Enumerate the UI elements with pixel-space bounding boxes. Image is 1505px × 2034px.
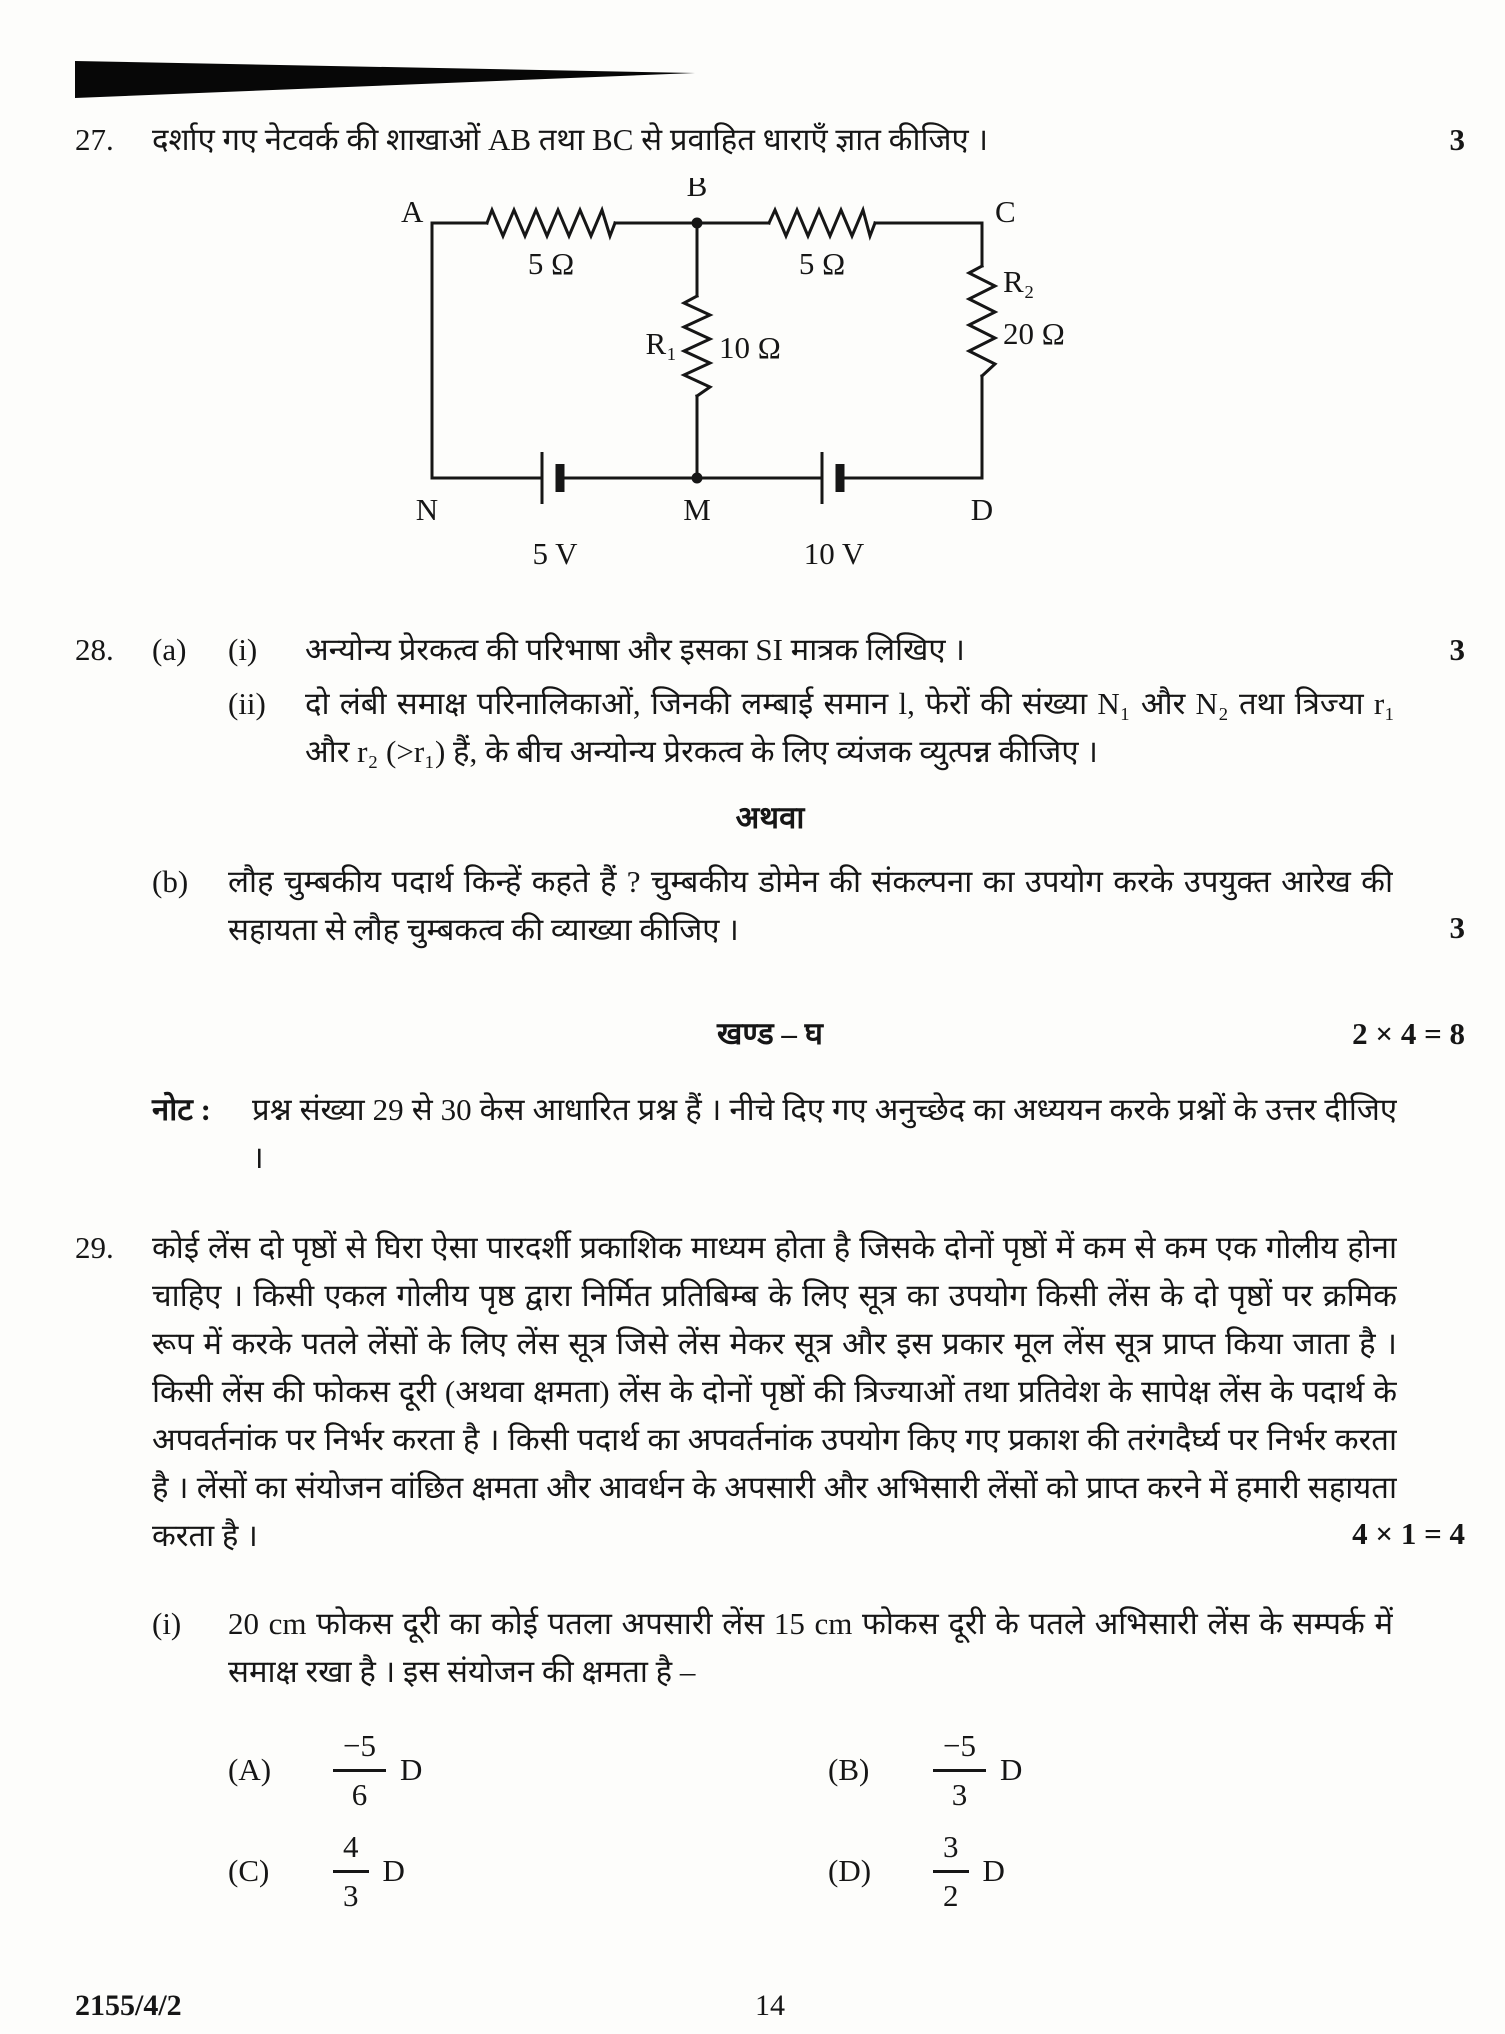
option-b-unit: D [999, 1751, 1023, 1787]
circuit-wires [432, 210, 995, 478]
resistor-r2 [969, 266, 995, 376]
sub-i-label: (i) [152, 1606, 182, 1641]
question-28a-ii [75, 680, 1465, 776]
resistor-ab-value: 5 Ω [527, 246, 575, 281]
question-28b-text: लौह चुम्बकीय पदार्थ किन्हें कहते हैं ? चुम्बकीय डोमेन की संकल्पना का उपयोग करके उपयुक्त आरेख की सहायता से लौह चुम्बकत्व की व्याख्या कीजिए । [228, 864, 1393, 947]
fraction-denominator: 6 [351, 1777, 368, 1812]
question-28b-marks: 3 [1449, 910, 1465, 945]
options-row-1 [75, 1724, 1465, 1815]
fraction-numerator: 4 [333, 1825, 369, 1873]
question-29-i-text: 20 cm फोकस दूरी का कोई पतला अपसारी लेंस 15 cm फोकस दूरी के पतले अभिसारी लेंस के सम्पर्क में समाक्ष रखा है । इस संयोजन की क्षमता है – [228, 1606, 1393, 1689]
section-title: खण्ड – घ [717, 1016, 823, 1051]
question-29-marks: 4 × 1 = 4 [1352, 1516, 1465, 1551]
note-block [75, 1086, 1465, 1182]
question-28a-ii-text: दो लंबी समाक्ष परिनालिकाओं, जिनकी लम्बाई समान l, फेरों की संख्या N₁ और N₂ तथा त्रिज्या r₁ और r₂ (>r₁) हैं, के बीच अन्योन्य प्रेरकत्व के लिए व्यंजक व्युत्पन्न कीजिए । [305, 686, 1395, 769]
page-number: 14 [755, 1989, 785, 2022]
fraction-numerator: −5 [933, 1724, 986, 1772]
option-a [228, 1724, 828, 1815]
question-28a-i [75, 626, 1465, 674]
junction-m-dot [692, 473, 703, 484]
or-separator [75, 794, 1465, 842]
option-d-label: (D) [828, 1852, 872, 1888]
fraction-denominator: 3 [951, 1777, 968, 1812]
option-a-label: (A) [228, 1751, 272, 1787]
note-label: नोट : [152, 1092, 211, 1127]
node-label-n: N [415, 492, 439, 527]
option-c-fraction [333, 1825, 369, 1916]
section-heading [75, 1010, 1465, 1058]
note-text: प्रश्न संख्या 29 से 30 केस आधारित प्रश्न हैं । नीचे दिए गए अनुच्छेद का अध्ययन करके प्रश्नों के उत्तर दीजिए । [252, 1092, 1397, 1175]
question-27 [75, 116, 1465, 164]
option-c-label: (C) [228, 1852, 270, 1888]
option-b [828, 1724, 1428, 1815]
option-a-fraction [333, 1724, 386, 1815]
option-d [828, 1825, 1428, 1916]
section-marks: 2 × 4 = 8 [1352, 1016, 1465, 1051]
option-a-unit: D [399, 1751, 423, 1787]
options-row-2 [75, 1825, 1465, 1916]
page-content [75, 116, 1465, 1916]
node-label-b: B [686, 178, 708, 203]
node-label-d: D [970, 492, 994, 527]
resistor-r1-name: R₁ [645, 326, 677, 361]
page-footer [75, 1982, 1465, 2026]
question-27-marks: 3 [1449, 122, 1465, 157]
battery-left-value: 5 V [532, 536, 578, 571]
question-29-number: 29. [75, 1230, 114, 1265]
option-b-label: (B) [828, 1751, 870, 1787]
or-label: अथवा [735, 800, 805, 835]
node-label-c: C [995, 194, 1016, 229]
question-27-number: 27. [75, 122, 114, 157]
fraction-denominator: 3 [343, 1878, 359, 1913]
scan-artifact [75, 56, 705, 104]
part-a-label: (a) [152, 632, 187, 667]
question-28-number: 28. [75, 632, 114, 667]
node-label-m: M [683, 492, 711, 527]
question-29 [75, 1224, 1465, 1560]
question-29-passage: कोई लेंस दो पृष्ठों से घिरा ऐसा पारदर्शी प्रकाशिक माध्यम होता है जिसके दोनों पृष्ठों में कम से कम एक गोलीय होना चाहिए । किसी एकल गोलीय पृष्ठ द्वारा निर्मित प्रतिबिम्ब के लिए सूत्र का उपयोग किसी लेंस के दो पृष्ठों पर क्रमिक रूप में करके पतले लेंसों के लिए लेंस सूत्र जिसे लेंस मेकर सूत्र और इस प्रकार मूल लेंस सूत्र प्राप्त किया जाता है । किसी लेंस की फोकस दूरी (अथवा क्षमता) लेंस के दोनों पृष्ठों की त्रिज्याओं तथा प्रतिवेश के सापेक्ष लेंस के पदार्थ के अपवर्तनांक पर निर्भर करता है । किसी पदार्थ का अपवर्तनांक उपयोग किए गए प्रकाश की तरंगदैर्घ्य पर निर्भर करता है । लेंसों का संयोजन वांछित क्षमता और आवर्धन के अपसारी और अभिसारी लेंसों को प्राप्त करने में हमारी सहायता करता है । [152, 1230, 1397, 1553]
question-28a-i-text: अन्योन्य प्रेरकत्व की परिभाषा और इसका SI मात्रक लिखिए । [305, 632, 965, 667]
resistor-r2-name: R₂ [1003, 264, 1035, 299]
node-label-a: A [401, 194, 424, 229]
fraction-numerator: −5 [333, 1724, 386, 1772]
option-d-unit: D [982, 1852, 1005, 1888]
resistor-bc-value: 5 Ω [798, 246, 846, 281]
option-d-fraction [933, 1825, 969, 1916]
question-28b [75, 858, 1465, 954]
fraction-denominator: 2 [943, 1878, 959, 1913]
part-b-label: (b) [152, 864, 189, 899]
battery-right-value: 10 V [803, 536, 865, 571]
fraction-numerator: 3 [933, 1825, 969, 1873]
junction-b-dot [692, 218, 703, 229]
circuit-diagram [397, 178, 1097, 590]
sub-i-label: (i) [228, 632, 258, 667]
resistor-r1 [684, 296, 710, 396]
sub-ii-label: (ii) [228, 686, 266, 721]
question-28a-marks: 3 [1449, 632, 1465, 667]
question-29-i [75, 1600, 1465, 1696]
resistor-r2-value: 20 Ω [1003, 316, 1065, 351]
resistor-ab [487, 210, 615, 236]
resistor-bc [769, 210, 875, 236]
option-b-fraction [933, 1724, 986, 1815]
question-27-text: दर्शाए गए नेटवर्क की शाखाओं AB तथा BC से प्रवाहित धाराएँ ज्ञात कीजिए । [152, 122, 989, 157]
paper-code: 2155/4/2 [75, 1989, 182, 2022]
circuit-svg [397, 178, 1097, 576]
resistor-r1-value: 10 Ω [719, 330, 781, 365]
option-c [228, 1825, 828, 1916]
option-c-unit: D [382, 1852, 405, 1888]
